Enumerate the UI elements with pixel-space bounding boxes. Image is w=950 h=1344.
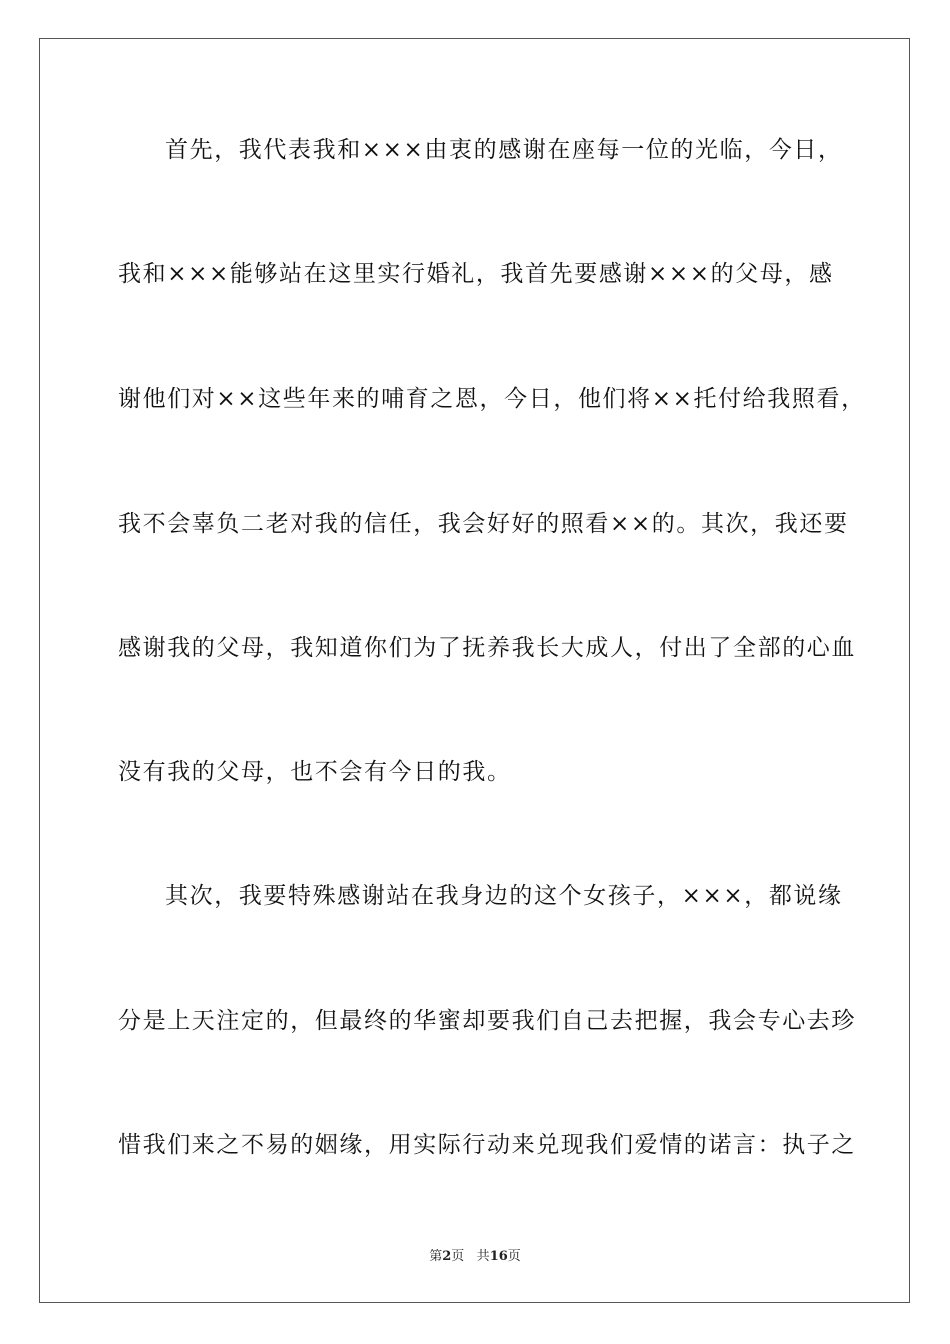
paragraph-1-line-3: 谢他们对××这些年来的哺育之恩，今日，他们将××托付给我照看，	[118, 386, 866, 412]
paragraph-1-line-5: 感谢我的父母，我知道你们为了抚养我长大成人，付出了全部的心血	[118, 635, 856, 661]
paragraph-2-line-3: 惜我们来之不易的姻缘，用实际行动来兑现我们爱情的诺言：执子之	[118, 1132, 856, 1158]
page-border	[39, 38, 910, 1303]
page-label-prefix: 第	[429, 1249, 443, 1264]
paragraph-1-line-6: 没有我的父母，也不会有今日的我。	[118, 759, 512, 785]
paragraph-1-line-1: 首先，我代表我和×××由衷的感谢在座每一位的光临，今日，	[165, 137, 843, 163]
paragraph-1-line-4: 我不会辜负二老对我的信任，我会好好的照看××的。其次，我还要	[118, 511, 849, 537]
total-label-prefix: 共	[476, 1249, 490, 1264]
page-label-suffix: 页	[451, 1249, 465, 1264]
page-footer	[0, 1248, 950, 1266]
total-label-suffix: 页	[507, 1249, 521, 1264]
paragraph-2-line-2: 分是上天注定的，但最终的华蜜却要我们自己去把握，我会专心去珍	[118, 1008, 856, 1034]
paragraph-1-line-2: 我和×××能够站在这里实行婚礼，我首先要感谢×××的父母，感	[118, 261, 834, 287]
paragraph-2-line-1: 其次，我要特殊感谢站在我身边的这个女孩子，×××，都说缘	[165, 883, 843, 909]
current-page-number: 2	[442, 1249, 452, 1264]
total-page-count: 16	[489, 1249, 508, 1264]
